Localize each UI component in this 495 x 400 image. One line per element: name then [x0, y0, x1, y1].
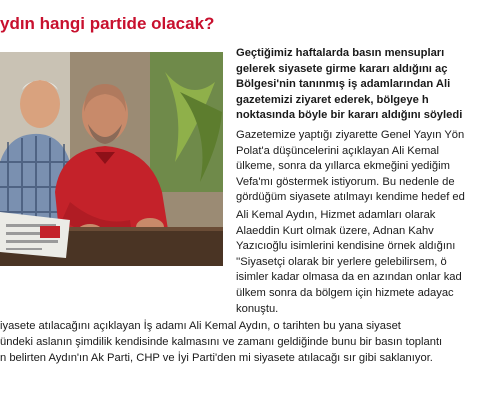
- lead-line: Geçtiğimiz haftalarda basın mensupları: [236, 47, 445, 59]
- article-lead: [236, 46, 495, 124]
- lead-line: gelerek siyasete girme kararı aldığını aç: [236, 62, 448, 75]
- article-closing-paragraph: [0, 318, 495, 366]
- paragraph-line: isimler kadar olmasa da en azından onlar kad: [236, 271, 462, 284]
- paragraph-line: gördüğüm siyasete atılmayı kendime hedef ed: [236, 191, 465, 204]
- article-paragraph-2: [236, 208, 495, 317]
- paragraph-line: Vefa'mı göstermek istiyorum. Bu nedenle de: [236, 175, 455, 188]
- article-photo: [0, 52, 223, 266]
- lead-line: noktasında böyle bir kararı aldığını söyledi: [236, 109, 463, 122]
- paragraph-line: konuştu.: [236, 302, 279, 315]
- lead-line: gazetemizi ziyaret ederek, bölgeye h: [236, 93, 429, 106]
- paragraph-line: Gazetemize yaptığı ziyarette Genel Yayın Yön: [236, 129, 465, 141]
- paragraph-line: Ali Kemal Aydın, Hizmet adamları olarak: [236, 209, 436, 221]
- paragraph-line: Alaeddin Kurt olmak üzere, Adnan Kahv: [236, 224, 434, 237]
- paragraph-line: Yazıcıoğlu isimlerini kendisine örnek aldığını: [236, 240, 456, 253]
- paragraph-line: Polat'a düşüncelerini açıklayan Ali Kemal: [236, 144, 440, 157]
- closing-line: n belirten Aydın'ın Ak Parti, CHP ve İyi Parti'den mi siyasete atılacağı sır gibi saklanıyor.: [0, 352, 433, 364]
- paragraph-line: ülkeme, sonra da yıllarca ekmeğini yediğim: [236, 160, 450, 173]
- lead-line: Bölgesi'nin tanınmış iş adamlarından Ali: [236, 78, 451, 91]
- closing-line: iyasete atılacağını açıklayan İş adamı Ali Kemal Aydın, o tarihten bu yana siyaset: [0, 320, 401, 332]
- paragraph-line: ''Siyasetçi olarak bir yerlere gelebilirsem, ö: [236, 255, 447, 268]
- closing-line: ündeki aslanın şimdilik kendisinde kalmasını ve zamanı geldiğinde bunu bir basın toplantı: [0, 336, 443, 348]
- article-paragraph-1: [236, 128, 495, 206]
- article-headline: ydın hangi partide olacak?: [0, 14, 215, 33]
- paragraph-line: ülkem sonra da bölgem için hizmete adayac: [236, 286, 454, 299]
